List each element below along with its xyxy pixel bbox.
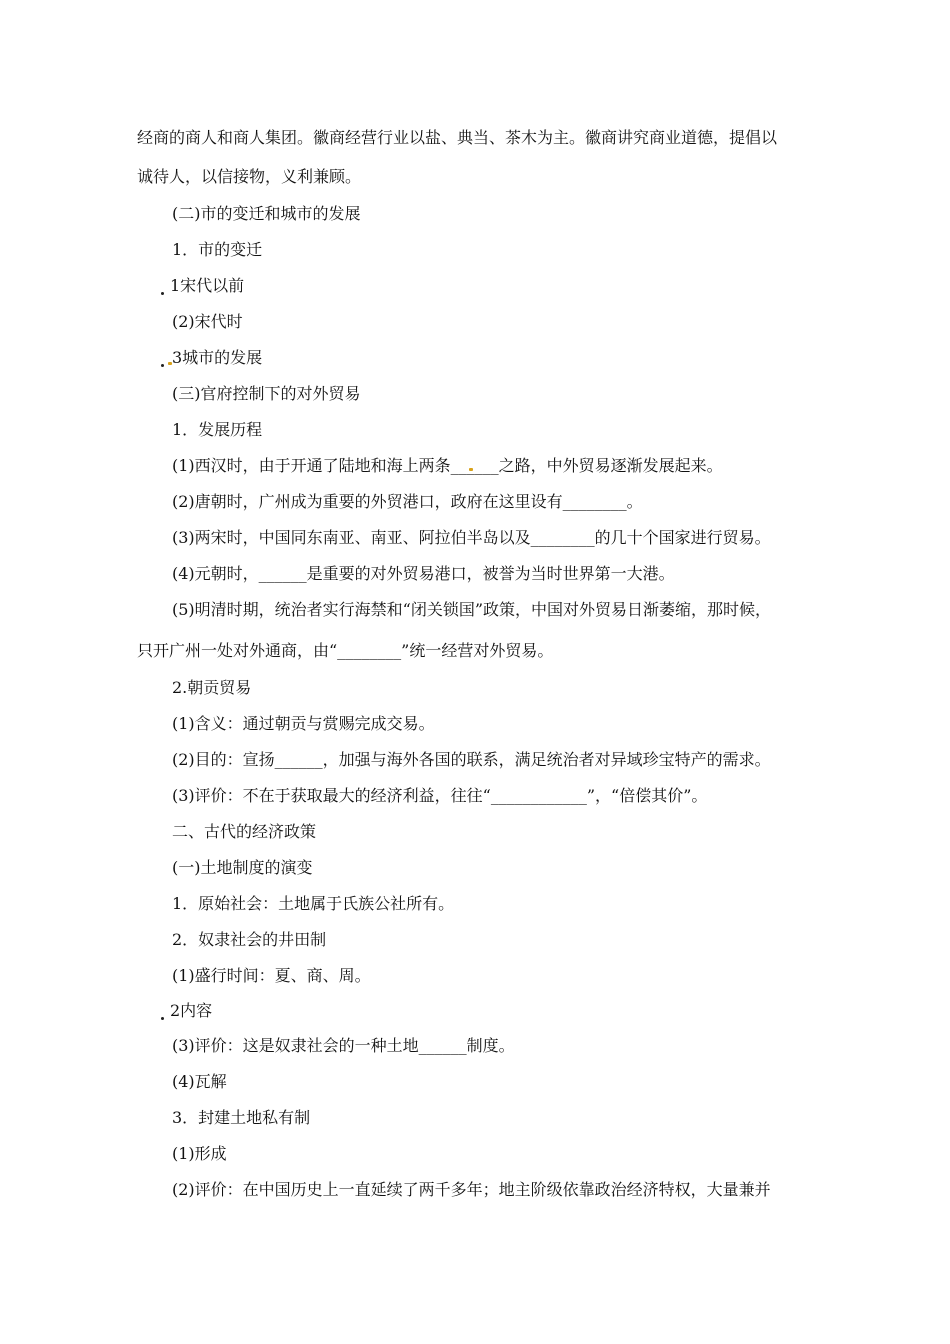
stray-dot (161, 1017, 164, 1020)
text-line: (1)盛行时间：夏、商、周。 (172, 966, 371, 985)
text-line: (2)评价：在中国历史上一直延续了两千多年；地主阶级依靠政治经济特权，大量兼并 (172, 1180, 771, 1199)
text-line: 1．原始社会：土地属于氏族公社所有。 (172, 894, 455, 913)
text-line: (5)明清时期，统治者实行海禁和“闭关锁国”政策，中国对外贸易日渐萎缩，那时候， (172, 600, 772, 619)
text-line: (1)形成 (172, 1144, 227, 1163)
text-line: (1)西汉时，由于开通了陆地和海上两条______之路，中外贸易逐渐发展起来。 (172, 456, 723, 475)
text-line: (3)两宋时，中国同东南亚、南亚、阿拉伯半岛以及________的几十个国家进行贸易。 (172, 528, 771, 547)
stray-dot (161, 364, 164, 367)
text-line: 3城市的发展 (172, 348, 263, 367)
text-line: 1．发展历程 (172, 420, 263, 439)
text-line: 只开广州一处对外通商，由“________”统一经营对外贸易。 (137, 641, 554, 660)
text-line: (4)元朝时，______是重要的对外贸易港口，被誉为当时世界第一大港。 (172, 564, 675, 583)
stray-dot (161, 292, 164, 295)
text-line: 3．封建土地私有制 (172, 1108, 311, 1127)
text-line: (2)宋代时 (172, 312, 243, 331)
text-line: 2内容 (170, 1001, 213, 1020)
text-line: 1．市的变迁 (172, 240, 263, 259)
section-heading: (一)土地制度的演变 (172, 858, 313, 877)
text-line: (2)唐朝时，广州成为重要的外贸港口，政府在这里设有________。 (172, 492, 643, 511)
section-heading: (二)市的变迁和城市的发展 (172, 204, 361, 223)
text-line: (1)含义：通过朝贡与赏赐完成交易。 (172, 714, 435, 733)
section-heading: 二、古代的经济政策 (172, 822, 317, 841)
text-line: 2．奴隶社会的井田制 (172, 930, 327, 949)
text-line: 诚待人，以信接物，义利兼顾。 (137, 167, 362, 186)
text-line: 1宋代以前 (170, 276, 245, 295)
text-line: (3)评价：这是奴隶社会的一种土地______制度。 (172, 1036, 515, 1055)
text-line: 2.朝贡贸易 (172, 678, 252, 697)
text-line: (3)评价：不在于获取最大的经济利益，往往“____________”，“倍偿其价”。 (172, 786, 708, 805)
text-line: (2)目的：宣扬______，加强与海外各国的联系，满足统治者对异域珍宝特产的需求。 (172, 750, 771, 769)
text-line: 经商的商人和商人集团。徽商经营行业以盐、典当、茶木为主。徽商讲究商业道德，提倡以 (137, 128, 778, 147)
text-line: (4)瓦解 (172, 1072, 227, 1091)
section-heading: (三)官府控制下的对外贸易 (172, 384, 361, 403)
